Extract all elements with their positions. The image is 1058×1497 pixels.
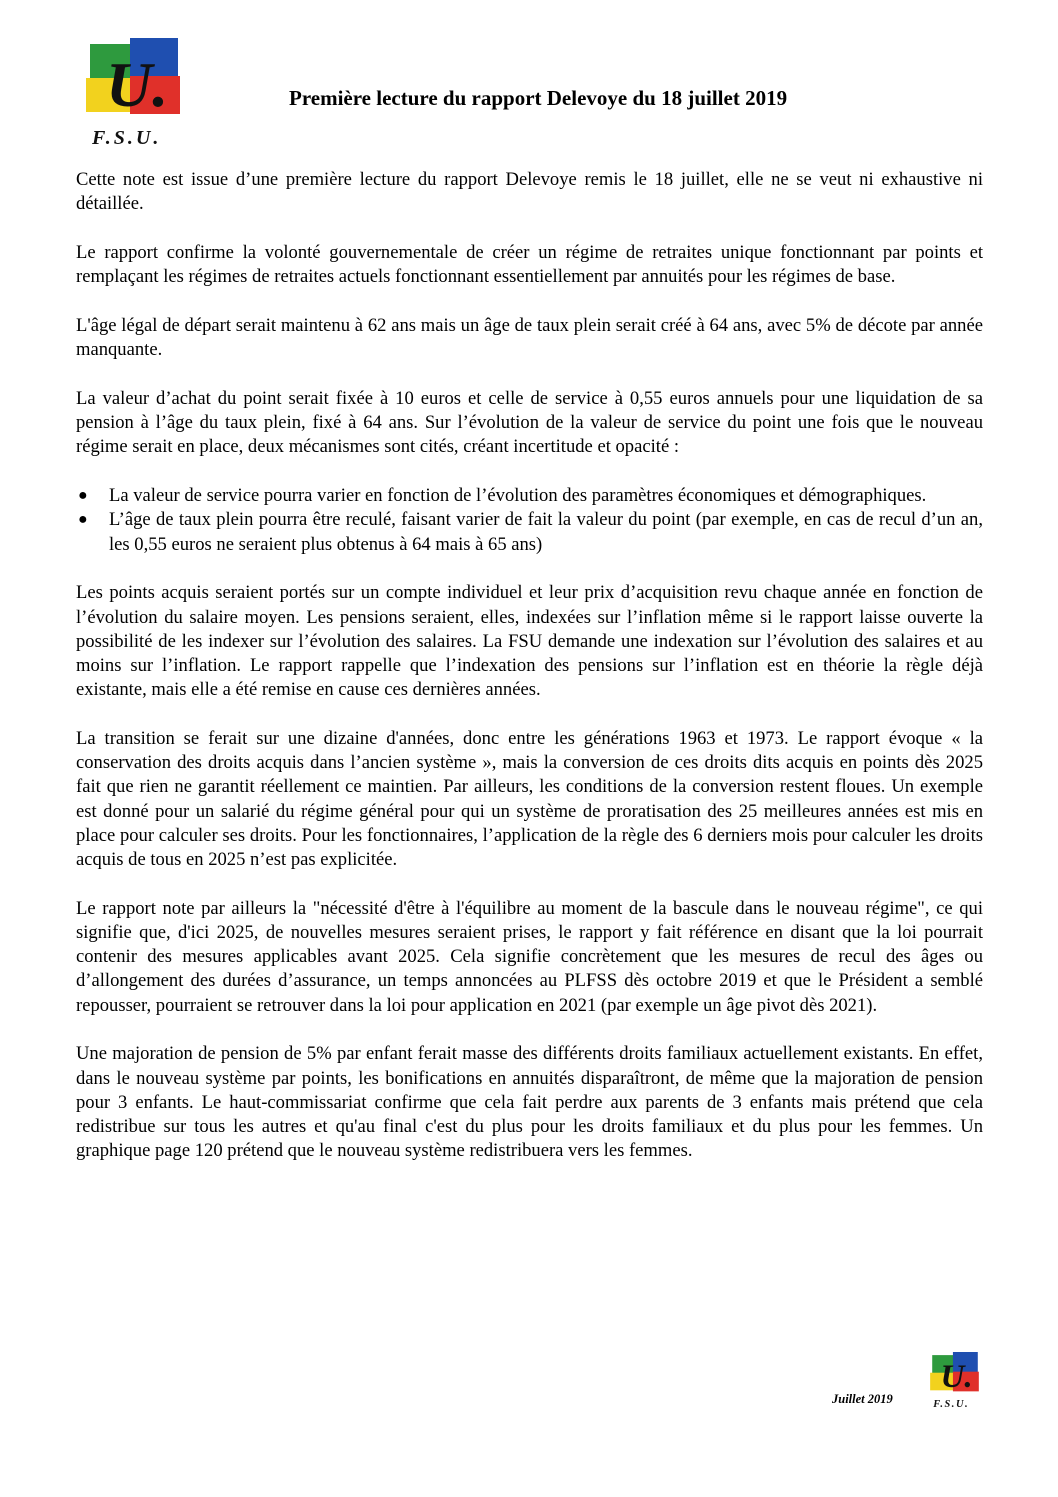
logo-caption: F.S.U. bbox=[92, 127, 162, 149]
paragraph: La valeur d’achat du point serait fixée à 10 euros et celle de service à 0,55 euros annuels pour une liquidation de sa pension à l’âge du taux plein, fixé à 64 ans. Sur l’évolution de la valeur de service du point une fois que le nouveau régime serait en place, deux mécanismes sont cités, créant incertitude et opacité : bbox=[76, 388, 983, 458]
list-item-text: L’âge de taux plein pourra être reculé, faisant varier de fait la valeur du point (par exemple, en cas de recul d’un an, les 0,55 euros ne seraient plus obtenus à 64 mais à 65 ans) bbox=[109, 509, 983, 555]
paragraph: La transition se ferait sur une dizaine d'années, donc entre les générations 1963 et 1973. Le rapport évoque « la conservation des droits acquis dans l’ancien système », mais la conversion de ces droits dits acquis en points dès 2025 fait que rien ne garantit réellement ce maintien. Par ailleurs, les conditions de la conversion restent floues. Un exemple est donné pour un salarié du régime général pour qui un système de proratisation des 25 meilleures années est mis en place pour calculer ses droits. Pour les fonctionnaires, l’application de la règle des 6 derniers mois pour calculer les droits acquis de tous en 2025 n’est pas explicitée. bbox=[76, 728, 983, 871]
footer-logo-letter: U. bbox=[940, 1358, 973, 1396]
fsu-logo bbox=[86, 38, 182, 150]
page-title: Première lecture du rapport Delevoye du 18 juillet 2019 bbox=[289, 86, 788, 110]
document-body bbox=[76, 168, 983, 1188]
fsu-footer-logo bbox=[930, 1352, 980, 1410]
paragraph: L'âge légal de départ serait maintenu à 62 ans mais un âge de taux plein serait créé à 64 ans, avec 5% de décote par année manquante. bbox=[76, 315, 983, 361]
footer-logo-caption: F.S.U. bbox=[933, 1398, 970, 1410]
paragraph: Le rapport confirme la volonté gouvernementale de créer un régime de retraites unique fonctionnant par points et remplaçant les régimes de retraites actuels fonctionnant essentiellement par annuités pour les régimes de base. bbox=[76, 242, 983, 288]
list-item-text: La valeur de service pourra varier en fonction de l’évolution des paramètres économiques et démographiques. bbox=[109, 485, 927, 507]
logo-letter: U. bbox=[106, 49, 169, 120]
bullet-icon: ● bbox=[78, 487, 88, 505]
bullet-icon: ● bbox=[78, 511, 88, 529]
list-item bbox=[76, 508, 983, 556]
footer-date: Juillet 2019 bbox=[832, 1392, 893, 1406]
bullet-list bbox=[76, 484, 983, 557]
list-item bbox=[76, 484, 983, 508]
paragraph: Cette note est issue d’une première lecture du rapport Delevoye remis le 18 juillet, elle ne se veut ni exhaustive ni détaillée. bbox=[76, 169, 983, 215]
paragraph: Une majoration de pension de 5% par enfant ferait masse des différents droits familiaux actuellement existants. En effet, dans le nouveau système par points, les bonifications en annuités disparaîtront, de même que la majoration de pension pour 3 enfants. Le haut-commissariat confirme que cela fait perdre aux parents de 3 enfants mais prétend que cela redistribue sur tous les autres et qu'au final c'est du plus pour les droits familiaux et du plus pour les femmes. Un graphique page 120 prétend que le nouveau système redistribuera vers les femmes. bbox=[76, 1043, 983, 1162]
paragraph: Les points acquis seraient portés sur un compte individuel et leur prix d’acquisition revu chaque année en fonction de l’évolution du salaire moyen. Les pensions seraient, elles, indexées sur l’inflation même si le rapport laisse ouverte la possibilité de les indexer sur l’évolution des salaires. La FSU demande une indexation sur l’évolution des salaires et au moins sur l’inflation. Le rapport rappelle que l’indexation des pensions sur l’inflation est en théorie la règle déjà existante, mais elle a été remise en cause ces dernières années. bbox=[76, 582, 983, 701]
paragraph: Le rapport note par ailleurs la "nécessité d'être à l'équilibre au moment de la bascule dans le nouveau régime", ce qui signifie que, d'ici 2025, de nouvelles mesures seraient prises, le rapport y fait référence en disant que la loi pourrait contenir des mesures applicables avant 2025. Cela signifie concrètement que les mesures de recul des âges ou d’allongement des durées d’assurance, un temps annoncées au PLFSS dès octobre 2019 et que le Président a semblé repousser, pourraient se retrouver dans la loi pour application en 2021 (par exemple un âge pivot dès 2021). bbox=[76, 897, 983, 1016]
